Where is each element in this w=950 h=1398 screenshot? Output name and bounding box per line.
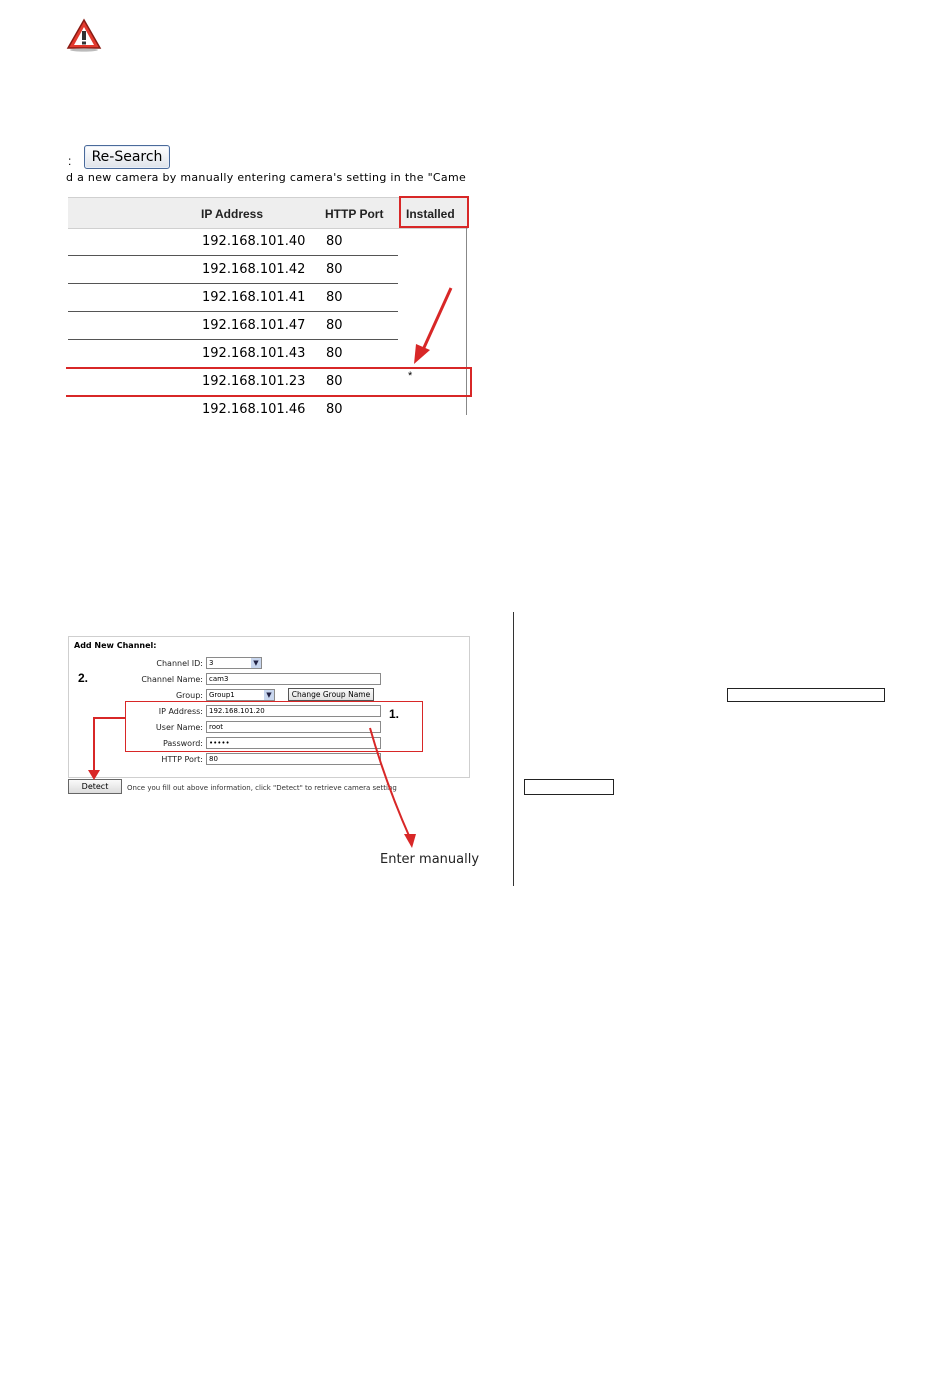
colon-text: : [68, 154, 72, 168]
header-ip-address: IP Address [201, 207, 264, 221]
row-ip: 192.168.101.46 [202, 402, 306, 415]
channel-id-select[interactable] [206, 657, 262, 669]
warning-triangle-icon [66, 18, 102, 52]
chevron-down-icon: ▼ [264, 690, 274, 700]
channel-name-label: Channel Name: [141, 675, 203, 684]
step-2-label: 2. [78, 671, 89, 685]
user-name-label: User Name: [155, 723, 203, 732]
channel-name-input[interactable]: cam3 [206, 673, 381, 685]
vertical-divider [513, 612, 514, 886]
row-port: 80 [326, 290, 343, 305]
row-port: 80 [326, 234, 343, 249]
row-port: 80 [326, 262, 343, 277]
password-label: Password: [162, 739, 203, 748]
group-value: Group1 [209, 691, 235, 699]
camera-search-screenshot [66, 140, 476, 415]
row-divider [68, 339, 398, 340]
re-search-button[interactable]: Re-Search [84, 145, 170, 169]
row-port: 80 [326, 346, 343, 361]
installed-marker: * [408, 370, 413, 382]
row-ip: 192.168.101.47 [202, 318, 306, 333]
panel-title: Add New Channel: [74, 641, 157, 650]
row-divider [68, 283, 398, 284]
enter-manually-annotation: Enter manually [380, 852, 480, 867]
red-arrow-icon [406, 280, 466, 370]
user-name-input[interactable]: root [206, 721, 381, 733]
password-input[interactable]: ••••• [206, 737, 381, 749]
detect-note: Once you fill out above information, click "Detect" to retrieve camera setting [127, 784, 397, 792]
channel-id-value: 3 [209, 659, 214, 667]
header-installed: Installed [406, 207, 455, 221]
ip-address-input[interactable]: 192.168.101.20 [206, 705, 381, 717]
http-port-label: HTTP Port: [161, 755, 203, 764]
row-ip: 192.168.101.43 [202, 346, 306, 361]
empty-box [524, 779, 614, 795]
red-arrow-icon [366, 724, 422, 852]
group-label: Group: [175, 691, 203, 700]
installed-header-highlight [399, 196, 469, 228]
row-ip: 192.168.101.41 [202, 290, 306, 305]
row-divider [68, 255, 398, 256]
instruction-text: d a new camera by manually entering camera's setting in the "Came [66, 171, 467, 184]
row-divider [68, 311, 398, 312]
row-port: 80 [326, 374, 343, 389]
red-arrow-icon [84, 716, 130, 782]
detect-button[interactable]: Detect [68, 779, 122, 794]
channel-id-label: Channel ID: [156, 659, 203, 668]
change-group-name-button[interactable]: Change Group Name [288, 688, 374, 701]
ip-address-label: IP Address: [158, 707, 203, 716]
row-ip: 192.168.101.40 [202, 234, 306, 249]
group-select[interactable] [206, 689, 275, 701]
header-http-port: HTTP Port [325, 207, 384, 221]
row-ip: 192.168.101.42 [202, 262, 306, 277]
row-ip: 192.168.101.23 [202, 374, 306, 389]
chevron-down-icon: ▼ [251, 658, 261, 668]
http-port-input[interactable]: 80 [206, 753, 381, 765]
row-port: 80 [326, 318, 343, 333]
step-1-label: 1. [389, 707, 400, 721]
empty-box [727, 688, 885, 702]
row-port: 80 [326, 402, 343, 415]
installed-row-highlight [66, 367, 472, 397]
